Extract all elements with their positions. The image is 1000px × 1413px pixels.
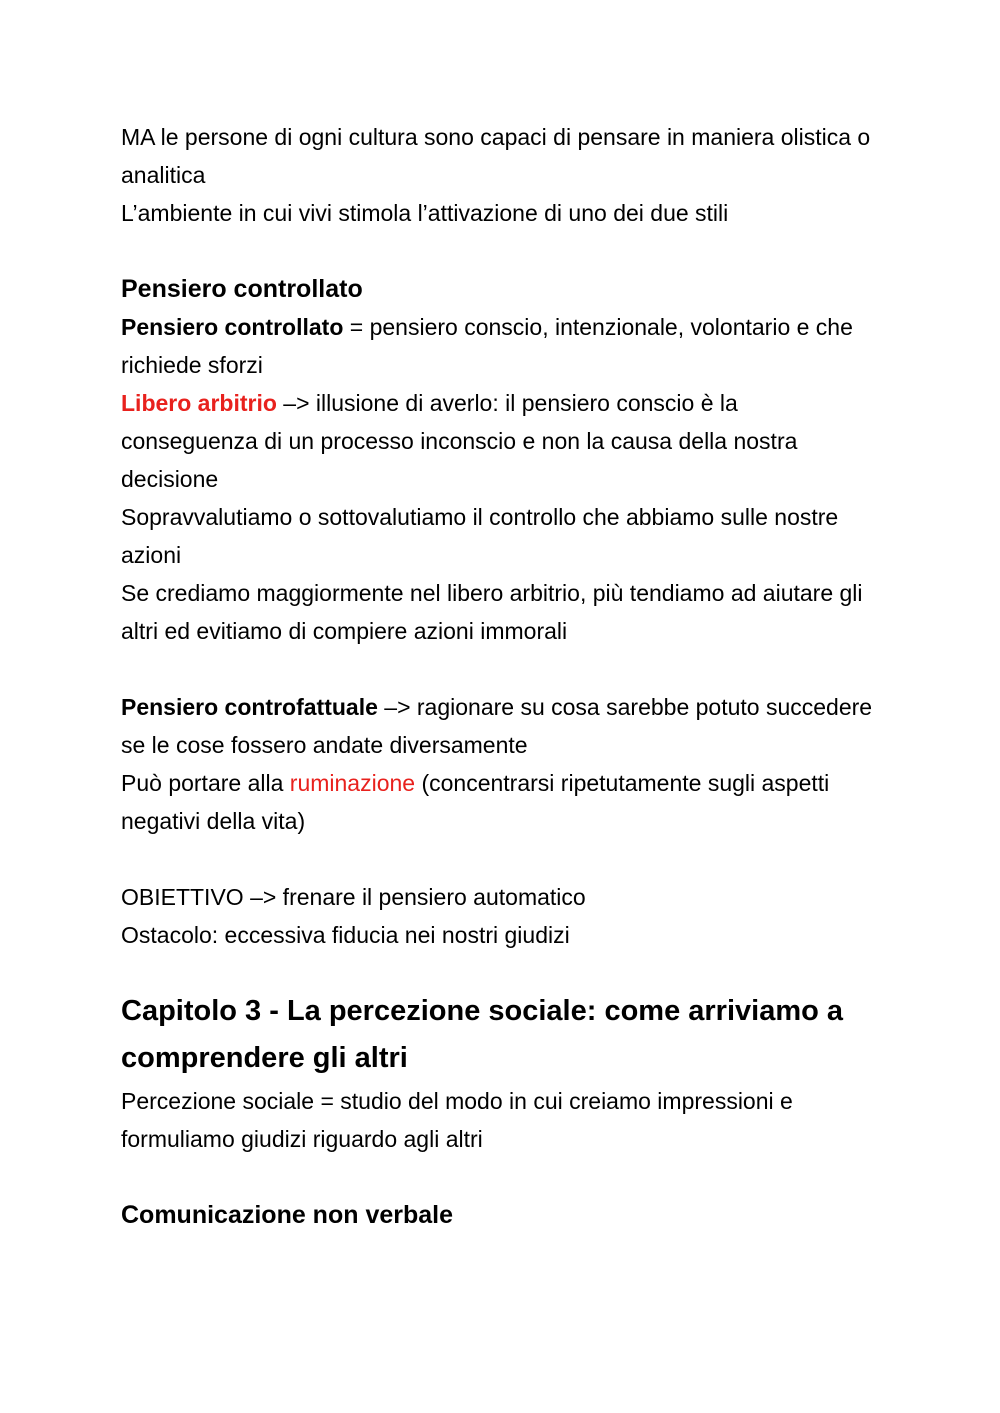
paragraph-se-crediamo: Se crediamo maggiormente nel libero arbitrio, più tendiamo ad aiutare gli altri ed evitiamo di compiere azioni immorali xyxy=(121,580,863,644)
heading-pensiero-controllato: Pensiero controllato xyxy=(121,275,363,303)
term-pensiero-controfattuale: Pensiero controfattuale xyxy=(121,694,378,720)
paragraph-ruminazione xyxy=(121,764,881,840)
spacer xyxy=(121,1158,881,1196)
chapter-3-title: Capitolo 3 - La percezione sociale: come arriviamo a comprendere gli altri xyxy=(121,995,844,1074)
ruminazione-pre: Può portare alla xyxy=(121,770,290,796)
spacer xyxy=(121,954,881,988)
term-ruminazione: ruminazione xyxy=(289,770,416,796)
paragraph-sopravvalutiamo: Sopravvalutiamo o sottovalutiamo il controllo che abbiamo sulle nostre azioni xyxy=(121,504,839,568)
paragraph-cultura: MA le persone di ogni cultura sono capaci di pensare in maniera olistica o analitica xyxy=(121,124,871,188)
paragraph-percezione-sociale: Percezione sociale = studio del modo in cui creiamo impressioni e formuliamo giudizi riguardo agli altri xyxy=(121,1088,793,1152)
spacer xyxy=(121,840,881,878)
paragraph-definizione-controllato xyxy=(121,308,881,384)
paragraph-obiettivo: OBIETTIVO –> frenare il pensiero automatico xyxy=(121,884,586,910)
term-libero-arbitrio: Libero arbitrio xyxy=(121,390,277,416)
paragraph-libero-arbitrio xyxy=(121,384,881,498)
heading-comunicazione-non-verbale: Comunicazione non verbale xyxy=(121,1201,454,1229)
term-pensiero-controllato: Pensiero controllato xyxy=(121,314,344,340)
libero-arbitrio-text: –> illusione di averlo: il pensiero conscio è la conseguenza di un processo inconscio e non la causa della nostra decisione xyxy=(121,390,798,492)
controfattuale-text: –> ragionare su cosa sarebbe potuto succedere se le cose fossero andate diversamente xyxy=(121,694,873,758)
paragraph-ostacolo: Ostacolo: eccessiva fiducia nei nostri giudizi xyxy=(121,922,570,948)
document-page xyxy=(121,118,881,1234)
spacer xyxy=(121,232,881,270)
definition-text: = pensiero conscio, intenzionale, volontario e che richiede sforzi xyxy=(121,314,853,378)
ruminazione-post: (concentrarsi ripetutamente sugli aspetti negativi della vita) xyxy=(121,770,830,834)
spacer xyxy=(121,650,881,688)
paragraph-controfattuale xyxy=(121,688,881,764)
paragraph-ambiente: L’ambiente in cui vivi stimola l’attivazione di uno dei due stili xyxy=(121,200,729,226)
